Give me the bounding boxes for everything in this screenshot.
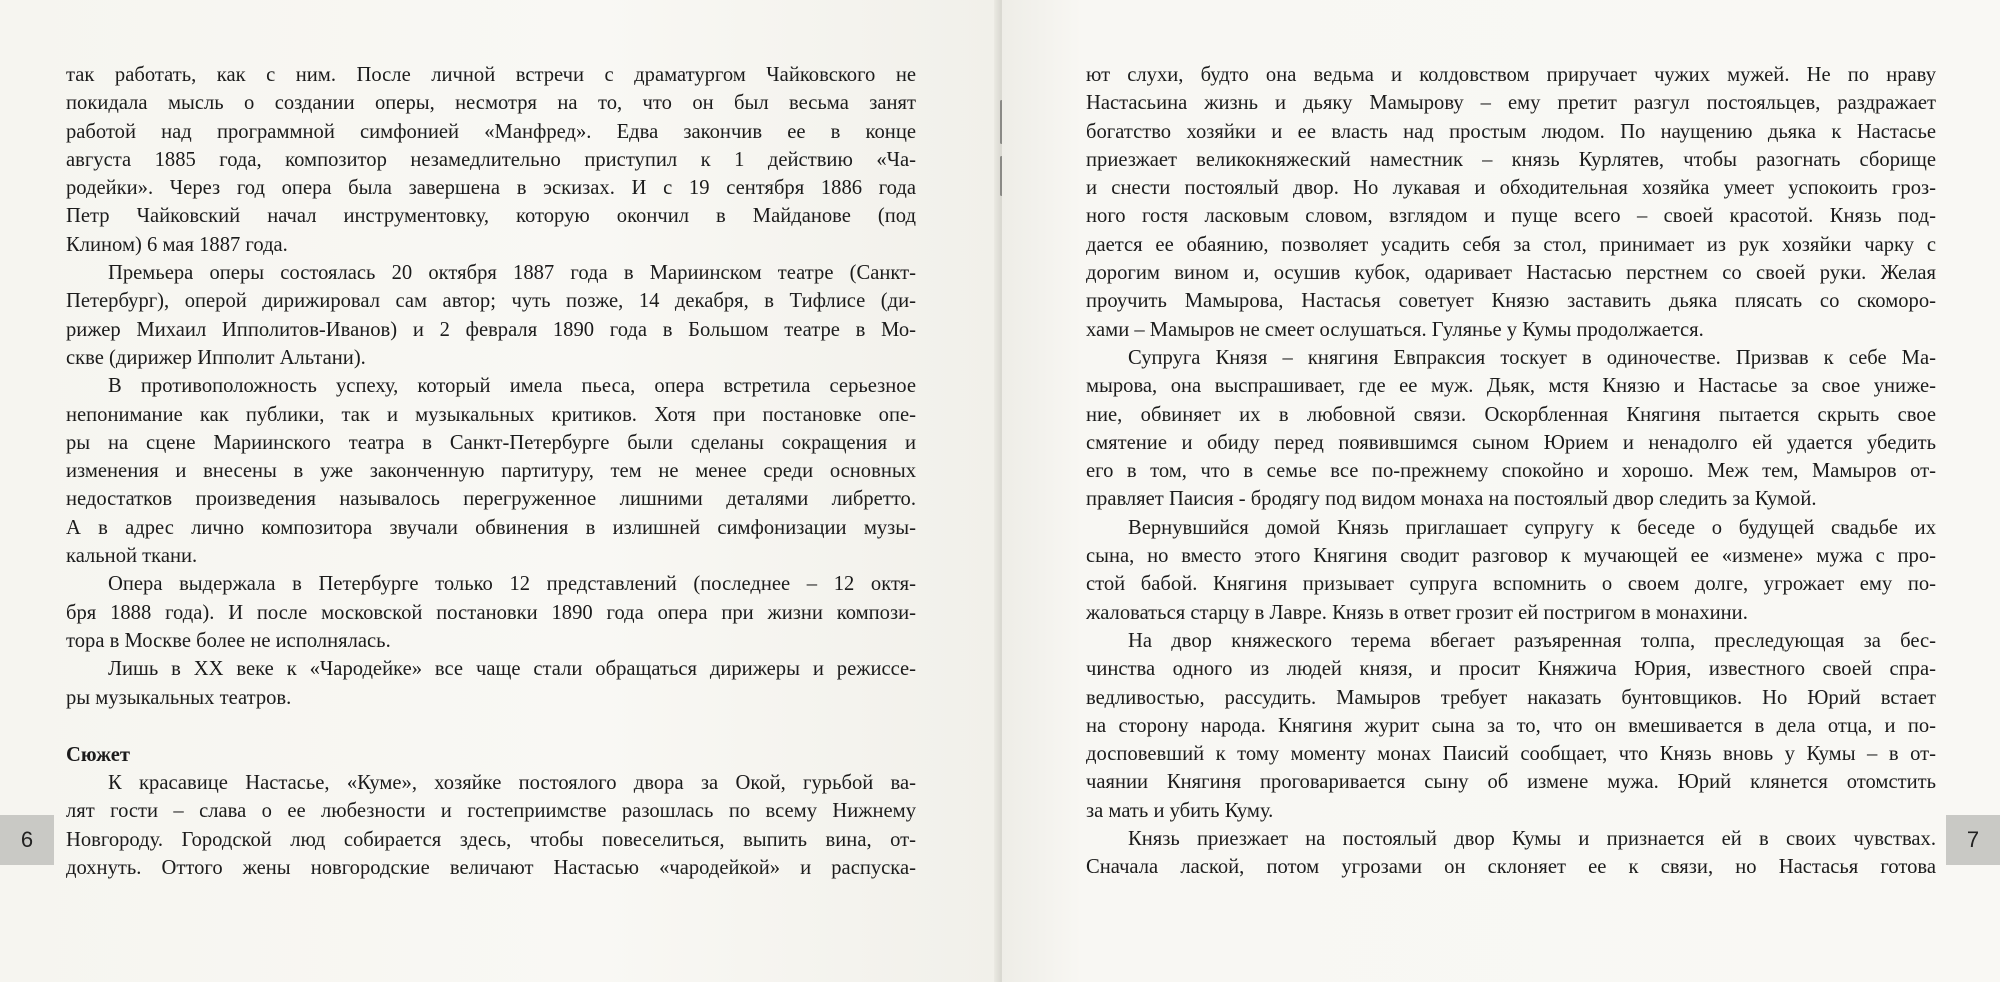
text-line: скве (дирижер Ипполит Альтани). — [66, 346, 366, 369]
text-line: правляет Паисия - бродягу под видом монаха на постоялый двор следить за Кумой. — [1086, 488, 1817, 511]
text-line: так работать, как с ним. После личной встречи с драматургом Чайковского не — [66, 64, 916, 86]
page-number-6: 6 — [0, 815, 54, 865]
text-line: ры музыкальных театров. — [66, 686, 292, 709]
text-line: тора в Москве более не исполнялась. — [66, 629, 391, 652]
text-line: На двор княжеского терема вбегает разъяренная толпа, преследующая за бес- — [1128, 629, 1936, 652]
text-line: Князь приезжает на постоялый двор Кумы и признается ей в своих чувствах. — [1128, 828, 1936, 851]
text-line: родейки». Через год опера была завершена в эскизах. И с 19 сентября 1886 года — [66, 177, 916, 200]
text-line: жаловаться старцу в Лавре. Князь в ответ грозит ей постригом в монахини. — [1086, 601, 1748, 624]
left-page — [0, 0, 998, 982]
text-line: изменения и внесены в уже законченную партитуру, тем не менее среди основных — [66, 460, 916, 483]
text-line: бря 1888 года). И после московской постановки 1890 года опера при жизни компози- — [66, 601, 916, 624]
page-number-7: 7 — [1946, 815, 2000, 865]
text-line: ют слухи, будто она ведьма и колдовством приручает чужих мужей. Не по нраву — [1086, 64, 1936, 86]
text-line: августа 1885 года, композитор незамедлительно приступил к 1 действию «Ча- — [66, 148, 916, 171]
text-line: Вернувшийся домой Князь приглашает супругу к беседе о будущей свадьбе их — [1128, 516, 1936, 539]
text-line: дается ее обаянию, позволяет усадить себя за стол, принимает из рук хозяйки чарку с — [1086, 233, 1936, 256]
right-page — [1002, 0, 2000, 982]
text-line: Петр Чайковский начал инструментовку, которую окончил в Майданове (под — [66, 205, 916, 228]
text-line: чинства одного из людей князя, и просит Княжича Юрия, известного своей спра- — [1086, 658, 1936, 681]
text-line: рижер Михаил Ипполитов-Иванов) и 2 февраля 1890 года в Большом театре в Мо- — [66, 318, 916, 341]
text-line: его в том, что в семье все по-прежнему спокойно и хорошо. Меж тем, Мамыров от- — [1086, 460, 1936, 483]
text-line: ведливостью, рассудить. Мамыров требует наказать бунтовщиков. Но Юрий встает — [1086, 686, 1936, 709]
text-line: ного гостя ласковым словом, взглядом и пуще всего – своей красотой. Князь под- — [1086, 205, 1936, 228]
text-line: досповевший к тому моменту монах Паисий сообщает, что Князь вновь у Кумы – в от- — [1086, 743, 1936, 766]
right-page-text — [1086, 61, 1936, 882]
text-line: Петербург), оперой дирижировал сам автор; чуть позже, 14 декабря, в Тифлисе (ди- — [66, 290, 916, 313]
section-heading: Сюжет — [66, 743, 131, 766]
text-line: сына, но вместо этого Княгиня сводит разговор к мучающей ее «измене» мужа с про- — [1086, 545, 1936, 568]
text-line: мырова, она выспрашивает, где ее муж. Дьяк, мстя Князю и Настасье за свое униже- — [1086, 375, 1936, 398]
text-line: на сторону народа. Княгиня журит сына за то, что он вмешивается в дела отца, и по- — [1086, 714, 1936, 737]
text-line: смятение и обиду перед появившимся сыном Юрием и ненадолго ей удается убедить — [1086, 431, 1936, 454]
text-line: и снести постоялый двор. Но лукавая и обходительная хозяйка умеет успокоить гроз- — [1086, 177, 1936, 200]
left-page-text — [66, 61, 916, 882]
text-line: богатство хозяйки и ее власть над простым людом. По наущению дьяка к Настасье — [1086, 120, 1936, 143]
text-line: дорогим вином и, осушив кубок, одаривает Настасью перстнем со своей руки. Желая — [1086, 262, 1936, 285]
text-line: Супруга Князя – княгиня Евпраксия тоскует в одиночестве. Призвав к себе Ма- — [1128, 346, 1936, 369]
text-line: К красавице Настасье, «Куме», хозяйке постоялого двора за Окой, гурьбой ва- — [108, 772, 916, 795]
text-line: хами – Мамыров не смеет ослушаться. Гулянье у Кумы продолжается. — [1086, 318, 1704, 341]
text-line: ние, обвиняет их в любовной связи. Оскорбленная Княгиня пытается скрыть свое — [1086, 403, 1936, 426]
text-line: Опера выдержала в Петербурге только 12 представлений (последнее – 12 октя- — [108, 573, 916, 596]
text-line: лят гости – слава о ее любезности и гостеприимстве разошлась по всему Нижнему — [66, 800, 916, 823]
text-line: стой бабой. Княгиня призывает супруга вспомнить о своем долге, угрожает ему по- — [1086, 573, 1936, 596]
text-line: дохнуть. Оттого жены новгородские величают Настасью «чародейкой» и распуска- — [66, 857, 916, 880]
text-line: покидала мысль о создании оперы, несмотря на то, что он был весьма занят — [66, 92, 916, 115]
text-line: проучить Мамырова, Настасья советует Князю заставить дьяка плясать со скоморо- — [1086, 290, 1936, 313]
text-line: чаянии Княгиня проговаривается сыну об измене мужа. Юрий клянется отомстить — [1086, 771, 1936, 794]
text-line: непонимание как публики, так и музыкальных критиков. Хотя при постановке опе- — [66, 403, 916, 426]
text-line: Клином) 6 мая 1887 года. — [66, 233, 288, 256]
text-line: приезжает великокняжеский наместник – князь Курлятев, чтобы разогнать сборище — [1086, 148, 1936, 171]
text-line: недостатков произведения называлось перегруженное лишними деталями либретто. — [66, 488, 916, 511]
text-line: Премьера оперы состоялась 20 октября 1887 года в Мариинском театре (Санкт- — [108, 262, 916, 285]
text-line: А в адрес лично композитора звучали обвинения в излишней симфонизации музы- — [66, 516, 916, 539]
text-line: кальной ткани. — [66, 545, 198, 568]
text-line: В противоположность успеху, который имела пьеса, опера встретила серьезное — [108, 375, 916, 398]
text-line: Лишь в XX веке к «Чародейке» все чаще стали обращаться дирижеры и режиссе- — [108, 658, 916, 681]
text-line: Настасьина жизнь и дьяку Мамырову – ему претит разгул постояльцев, раздражает — [1086, 92, 1936, 115]
text-line: работой над программной симфонией «Манфред». Едва закончив ее в конце — [66, 120, 916, 143]
text-line: ры на сцене Мариинского театра в Санкт-Петербурге были сделаны сокращения и — [66, 431, 916, 454]
text-line: за мать и убить Куму. — [1086, 799, 1274, 822]
text-line: Новгороду. Городской люд собирается здесь, чтобы повеселиться, выпить вина, от- — [66, 828, 916, 851]
text-line: Сначала лаской, потом угрозами он склоняет ее к связи, но Настасья готова — [1086, 856, 1936, 879]
